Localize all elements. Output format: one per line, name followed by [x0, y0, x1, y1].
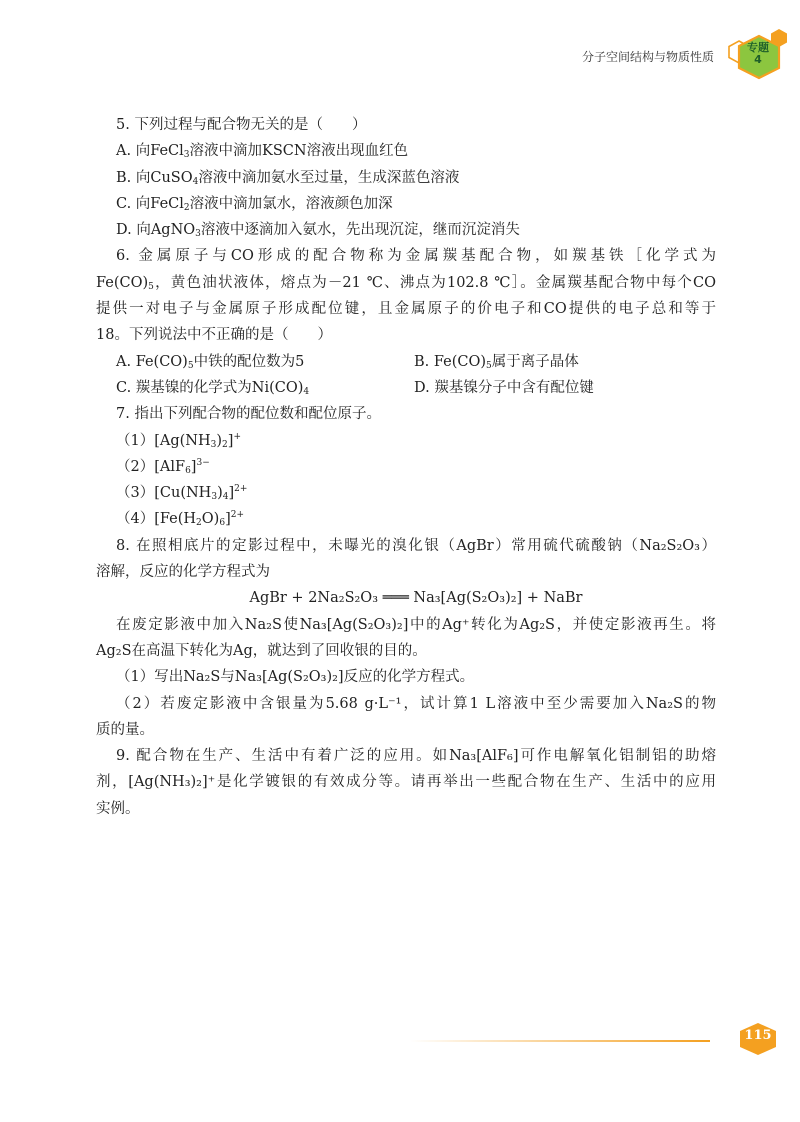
q7-item: $(3)[Cu(NH_3)_4]^{2+}$ — [116, 484, 248, 503]
q5-option-d: D. 向AgNO$_3$溶液中逐滴加入氨水，先出现沉淀，继而沉淀消失 — [116, 222, 520, 240]
q8-subquestion-2: （2）若废定影液中含银量为5.68 g·L⁻¹，试计算1 L溶液中至少需要加入Na₂S的物 — [116, 695, 716, 712]
page-number: 115 — [744, 1028, 772, 1043]
q6-option-c: C. 羰基镍的化学式为$Ni(CO)_4$ — [116, 379, 310, 397]
q5-option-c: C. 向FeCl$_2$溶液中滴加氯水，溶液颜色加深 — [116, 195, 393, 213]
q6-options-row1 — [116, 349, 716, 375]
q5-stem: 5. 下列过程与配合物无关的是（ ） — [116, 117, 367, 133]
q5-option-a: A. 向FeCl$_3$溶液中滴加KSCN溶液出现血红色 — [116, 143, 409, 161]
q6-options-row2 — [116, 375, 716, 401]
q5-option-b: B. 向CuSO$_4$溶液中滴加氨水至过量，生成深蓝色溶液 — [116, 169, 460, 187]
q9-stem-line2: 剂，[Ag(NH₃)₂]⁺是化学镀银的有效成分等。请再举出一些配合物在生产、生活中的应用 — [96, 774, 716, 791]
chapter-title: 分子空间结构与物质性质 — [581, 50, 714, 64]
q7-stem: 7. 指出下列配合物的配位数和配位原子。 — [116, 406, 381, 423]
q6-stem-line3: 提供一对电子与金属原子形成配位键，且金属原子的价电子和CO提供的电子总和等于 — [96, 301, 716, 318]
q8-equation: AgBr + 2Na₂S₂O₃ ═══ Na₃[Ag(S₂O₃)₂] + NaBr — [249, 590, 583, 607]
badge-number: 4 — [754, 53, 762, 66]
q8-subquestion-2-cont: 质的量。 — [96, 721, 154, 738]
q7-item: $(1)[Ag(NH_3)_2]^+$ — [116, 431, 241, 450]
q6-option-d: D. 羰基镍分子中含有配位键 — [414, 379, 594, 396]
q9-stem-line1: 9. 配合物在生产、生活中有着广泛的应用。如Na₃[AlF₆]可作电解氧化铝制铝的助熔 — [116, 748, 716, 765]
q8-text-line3: 在废定影液中加入Na₂S使Na₃[Ag(S₂O₃)₂]中的Ag⁺转化为Ag₂S，并使定影液再生。将 — [116, 616, 716, 633]
q6-stem-line2: $Fe(CO)_5$，黄色油状液体，熔点为－21 ℃、沸点为102.8 ℃］。金属羰基配合物中每个CO — [96, 274, 716, 292]
q8-stem-line2: 溶解，反应的化学方程式为 — [96, 564, 270, 581]
q7-item: $(4)[Fe(H_2O)_6]^{2+}$ — [116, 510, 245, 529]
q8-text-line4: Ag₂S在高温下转化为Ag，就达到了回收银的目的。 — [96, 642, 427, 659]
q6-option-b: B. $Fe(CO)_5$属于离子晶体 — [414, 353, 579, 371]
q8-stem-line1: 8. 在照相底片的定影过程中，未曝光的溴化银（AgBr）常用硫代硫酸钠（Na₂S₂O₃） — [116, 537, 716, 554]
exercise-content — [96, 112, 716, 822]
q9-stem-line3: 实例。 — [96, 800, 140, 817]
q6-stem-line4: 18。下列说法中不正确的是（ ） — [96, 327, 332, 344]
chapter-badge — [736, 42, 780, 66]
running-header — [556, 34, 800, 80]
q7-item: $(2)[AlF_6]^{3-}$ — [116, 457, 210, 476]
q6-option-a: A. $Fe(CO)_5$中铁的配位数为5 — [116, 353, 305, 371]
q8-subquestion-1: （1）写出Na₂S与Na₃[Ag(S₂O₃)₂]反应的化学方程式。 — [116, 669, 475, 686]
q6-stem-line1: 6. 金属原子与CO形成的配合物称为金属羰基配合物，如羰基铁［化学式为 — [116, 248, 716, 265]
footer-rule — [410, 1040, 710, 1042]
badge-label: 专题 — [747, 41, 769, 54]
